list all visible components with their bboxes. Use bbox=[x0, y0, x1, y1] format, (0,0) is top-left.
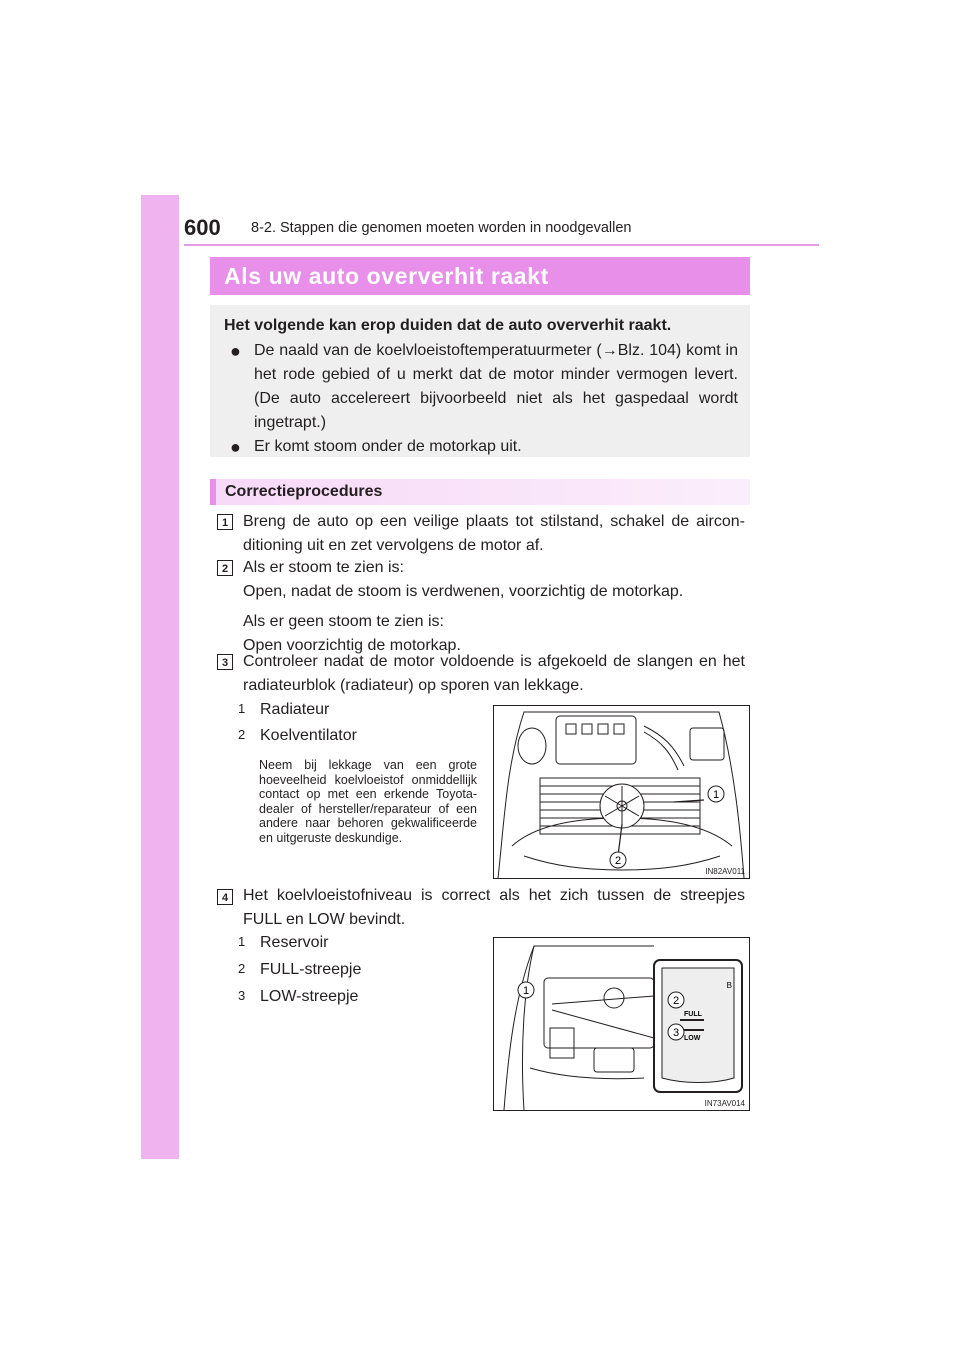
bullet-icon: ● bbox=[230, 437, 241, 457]
section-header: 8-2. Stappen die genomen moeten worden in noodgevallen bbox=[251, 220, 632, 236]
callout-2: 2 bbox=[672, 995, 680, 1007]
step-number: 4 bbox=[217, 889, 233, 905]
step-text: Als er stoom te zien is: Open, nadat de stoom is verdwenen, voorzichtig de motorkap. Als er geen stoom te zien is: Open voorzichtig de motorkap. bbox=[243, 559, 684, 654]
step-number: 1 bbox=[217, 514, 233, 530]
figure-code: IN82AV011 bbox=[705, 867, 745, 876]
callout-3: 3 bbox=[672, 1027, 680, 1039]
engine-bay-figure bbox=[493, 705, 750, 879]
legend-label: Koelventilator bbox=[260, 727, 357, 744]
callout-1: 1 bbox=[522, 985, 530, 997]
step-text: Het koelvloeistofniveau is correct als het zich tussen de streepjes FULL en LOW bevindt. bbox=[243, 887, 745, 928]
legend-number: 2 bbox=[238, 961, 246, 976]
leak-note: Neem bij lekkage van een grote hoeveelheid koelvloeistof onmiddellijk contact op met een erkende Toyota-dealer of hersteller/reparateur of een andere naar behoren gekwalificeerde en uitgeruste deskundige. bbox=[259, 758, 477, 845]
page-number: 600 bbox=[184, 215, 221, 240]
legend-label: Reservoir bbox=[260, 934, 329, 951]
legend-label: FULL-streepje bbox=[260, 961, 362, 978]
bullet-icon: ● bbox=[230, 341, 241, 361]
step-number: 3 bbox=[217, 654, 233, 670]
tank-mark-full: FULL bbox=[684, 1011, 702, 1018]
callout-2: 2 bbox=[614, 855, 622, 867]
procedures-heading: Correctieprocedures bbox=[210, 479, 750, 505]
legend-number: 3 bbox=[238, 988, 246, 1003]
legend-label: LOW-streepje bbox=[260, 988, 359, 1005]
step-text: Breng de auto op een veilige plaats tot stilstand, schakel de airconditioning uit en zet vervolgens de motor af. bbox=[243, 513, 745, 554]
step-number: 2 bbox=[217, 560, 233, 576]
legend-number: 2 bbox=[238, 727, 246, 742]
symptoms-box bbox=[210, 305, 750, 457]
symptoms-lead: Het volgende kan erop duiden dat de auto oververhit raakt. bbox=[224, 317, 672, 334]
legend-number: 1 bbox=[238, 934, 246, 949]
page-title: Als uw auto oververhit raakt bbox=[210, 257, 750, 295]
legend-number: 1 bbox=[238, 701, 246, 716]
reservoir-figure bbox=[493, 937, 750, 1111]
tank-mark-low: LOW bbox=[684, 1035, 701, 1042]
symptom-item: ● Er komt stoom onder de motorkap uit. bbox=[230, 437, 522, 457]
legend-label: Radiateur bbox=[260, 701, 330, 718]
step-text: Controleer nadat de motor voldoende is afgekoeld de slangen en het radiateurblok (radiateur) op sporen van lekkage. bbox=[243, 653, 745, 694]
symptom-item: ● De naald van de koelvloeistoftemperatuurmeter (→Blz. 104) komt in het rode gebied of u merkt dat de motor minder vermogen levert. (De auto accelereert bijvoorbeeld niet als het gaspedaal wordt ingetrapt.) bbox=[230, 339, 738, 435]
tank-mark-b: B bbox=[726, 981, 732, 990]
reservoir-illustration bbox=[494, 938, 749, 1110]
header-divider bbox=[184, 244, 819, 246]
chapter-side-tab bbox=[141, 195, 179, 1159]
callout-1: 1 bbox=[712, 789, 720, 801]
figure-code: IN73AV014 bbox=[704, 1099, 745, 1108]
engine-bay-illustration bbox=[494, 706, 749, 878]
